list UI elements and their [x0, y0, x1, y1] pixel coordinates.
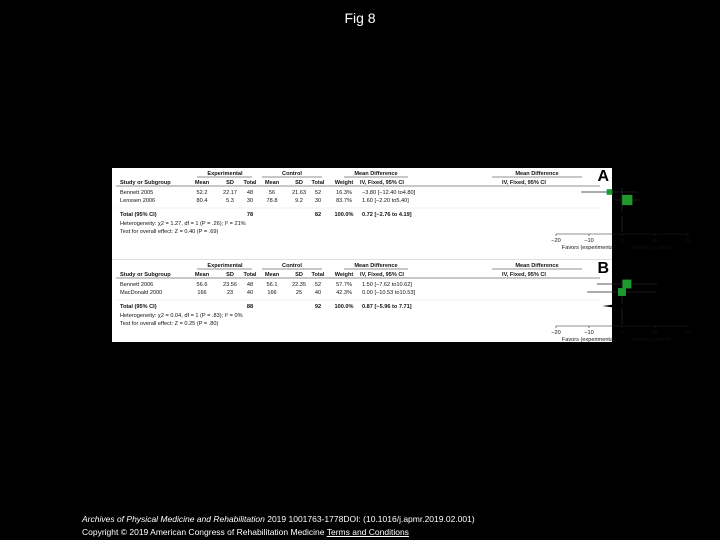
method-header: IV, Fixed, 95% CI [360, 272, 404, 278]
favors-experimental-label: Favors (experimental) [561, 245, 617, 251]
study-name: Bennett 2005 [120, 190, 154, 196]
pooled-diamond [602, 303, 647, 309]
heterogeneity-text: Heterogeneity: χ2 = 0.04, df = 1 (P = .83); I² = 0% [120, 313, 243, 319]
heterogeneity-text: Heterogeneity: χ2 = 1.27, df = 1 (P = .26); I² = 21% [120, 221, 246, 227]
x-tick-label: −10 [584, 330, 594, 336]
overall-effect-text: Test for overall effect: Z = 0.40 (P = .69) [120, 229, 219, 235]
method-plot-header: IV, Fixed, 95% CI [502, 272, 546, 278]
total-header: Total [311, 180, 325, 186]
mean-header: Mean [194, 180, 210, 186]
sd-header: SD [295, 180, 303, 186]
study-marker [622, 195, 632, 205]
citation-line [82, 514, 475, 524]
copyright-line [82, 527, 409, 537]
group-header-experimental: Experimental [207, 263, 243, 269]
sd-header: SD [226, 272, 234, 278]
study-mean-control: 78.8 [266, 198, 278, 204]
total-ci: 0.87 [−5.96 to 7.71] [362, 304, 412, 310]
group-header-control: Control [282, 263, 302, 269]
md-plot-header: Mean Difference [515, 263, 559, 269]
study-sd-experimental: 23.56 [223, 282, 237, 288]
study-mean-control: 166 [267, 290, 277, 296]
group-header-experimental: Experimental [207, 171, 243, 177]
study-marker [607, 189, 613, 195]
total-weight: 100.0% [334, 212, 354, 218]
x-tick-label: 10 [651, 330, 659, 336]
total-experimental: 88 [246, 304, 254, 310]
study-name: Lenssen 2006 [120, 198, 156, 204]
panel-b [112, 259, 692, 343]
mean-header: Mean [264, 180, 280, 186]
x-tick-label: −20 [551, 330, 561, 336]
total-weight: 100.0% [334, 304, 354, 310]
study-total-experimental: 48 [246, 282, 254, 288]
panel-a [112, 168, 692, 256]
weight-header: Weight [334, 180, 354, 186]
study-sd-experimental: 23 [226, 290, 234, 296]
mean-header: Mean [194, 272, 210, 278]
study-ci: 1.50 [−7.62 to10.62] [362, 282, 412, 288]
panel-letter: A [597, 168, 609, 185]
terms-link[interactable]: Terms and Conditions [326, 527, 409, 537]
study-ci: 1.60 [−2.20 to5.40] [362, 198, 409, 204]
total-label: Total (95% CI) [120, 304, 157, 310]
study-mean-experimental: 52.2 [196, 190, 208, 196]
study-ci: 0.00 [−10.53 to10.53] [362, 290, 416, 296]
x-tick-label: 20 [684, 330, 692, 336]
study-name: MacDonald 2000 [120, 290, 163, 296]
study-total-control: 52 [314, 282, 322, 288]
study-total-control: 52 [314, 190, 322, 196]
copyright-text: Copyright © 2019 American Congress of Rehabilitation Medicine [82, 527, 327, 537]
md-column-header: Mean Difference [354, 263, 398, 269]
sd-header: SD [295, 272, 303, 278]
method-plot-header: IV, Fixed, 95% CI [502, 180, 546, 186]
favors-experimental-label: Favors (experimental) [561, 337, 617, 343]
study-name: Bennett 2006 [120, 282, 154, 288]
x-tick-label: 0 [620, 330, 624, 336]
weight-header: Weight [334, 272, 354, 278]
study-mean-control: 56.1 [266, 282, 278, 288]
study-column-header: Study or Subgroup [120, 272, 171, 278]
study-weight: 83.7% [336, 198, 352, 204]
study-total-experimental: 48 [246, 190, 254, 196]
sd-header: SD [226, 180, 234, 186]
study-sd-experimental: 22.17 [223, 190, 237, 196]
x-tick-label: 10 [651, 238, 659, 244]
study-weight: 16.3% [336, 190, 352, 196]
total-label: Total (95% CI) [120, 212, 157, 218]
overall-effect-text: Test for overall effect: Z = 0.25 (P = .80) [120, 321, 219, 327]
study-sd-control: 22.35 [292, 282, 306, 288]
md-column-header: Mean Difference [354, 171, 398, 177]
study-marker [623, 280, 632, 289]
study-weight: 57.7% [336, 282, 352, 288]
md-plot-header: Mean Difference [515, 171, 559, 177]
x-tick-label: −10 [584, 238, 594, 244]
study-marker [618, 288, 626, 296]
forest-plot-b [112, 260, 692, 343]
favors-control-label: Favors (control) [632, 337, 672, 343]
total-control: 92 [314, 304, 322, 310]
mean-header: Mean [264, 272, 280, 278]
total-experimental: 78 [246, 212, 254, 218]
total-ci: 0.72 [−2.76 to 4.19] [362, 212, 412, 218]
study-total-control: 30 [314, 198, 322, 204]
citation-text: 2019 1001763-1778DOI: (10.1016/j.apmr.2019.02.001) [264, 514, 475, 524]
study-sd-control: 21.63 [292, 190, 306, 196]
pooled-diamond [613, 211, 636, 217]
total-header: Total [243, 180, 257, 186]
study-total-experimental: 30 [246, 198, 254, 204]
figure-image [112, 168, 692, 343]
study-mean-experimental: 80.4 [196, 198, 208, 204]
total-header: Total [311, 272, 325, 278]
study-column-header: Study or Subgroup [120, 180, 171, 186]
total-header: Total [243, 272, 257, 278]
study-weight: 42.3% [336, 290, 352, 296]
study-sd-experimental: 5.3 [226, 198, 234, 204]
study-total-experimental: 40 [246, 290, 254, 296]
x-tick-label: 20 [684, 238, 692, 244]
total-control: 82 [314, 212, 322, 218]
x-tick-label: −20 [551, 238, 561, 244]
figure-title: Fig 8 [344, 10, 376, 26]
x-tick-label: 0 [620, 238, 624, 244]
panel-letter: B [597, 260, 609, 277]
favors-control-label: Favors (control) [632, 245, 672, 251]
study-sd-control: 9.2 [295, 198, 303, 204]
method-header: IV, Fixed, 95% CI [360, 180, 404, 186]
forest-plot-a [112, 168, 692, 256]
study-ci: −3.80 [−12.40 to4.80] [362, 190, 416, 196]
study-sd-control: 25 [295, 290, 303, 296]
study-mean-experimental: 166 [197, 290, 207, 296]
group-header-control: Control [282, 171, 302, 177]
study-mean-experimental: 56.6 [196, 282, 208, 288]
study-total-control: 40 [314, 290, 322, 296]
study-mean-control: 56 [268, 190, 276, 196]
journal-name: Archives of Physical Medicine and Rehabilitation [82, 514, 265, 524]
